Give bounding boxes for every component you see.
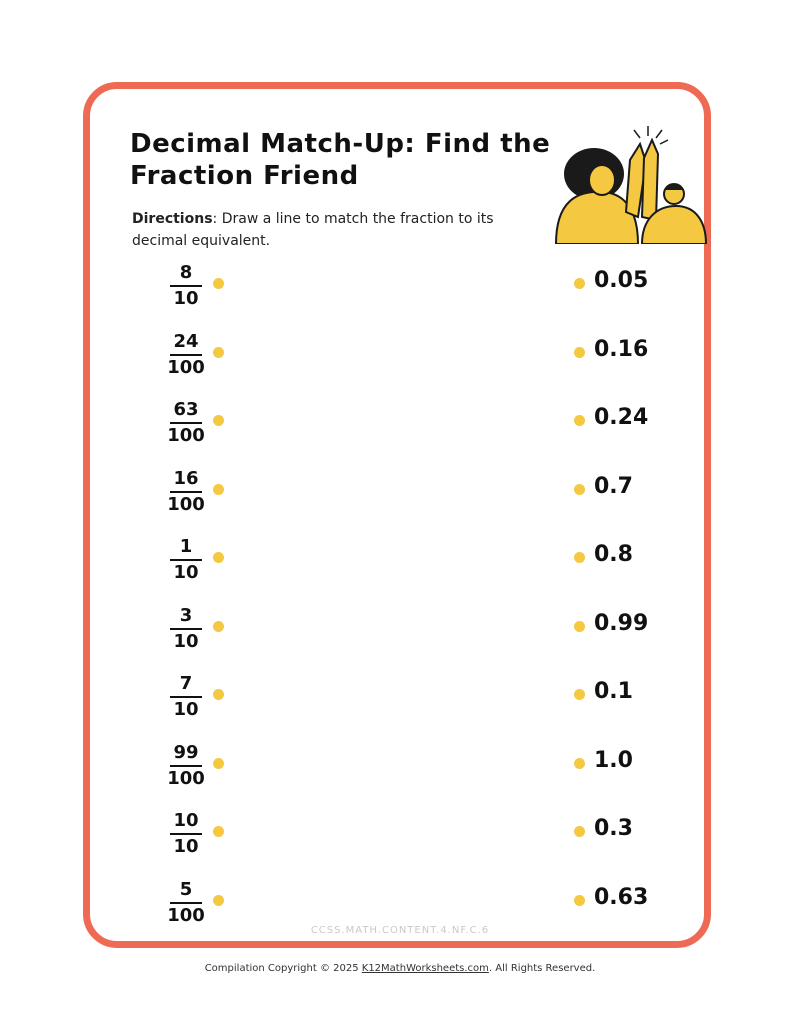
fraction [166,536,206,584]
fraction-denominator: 10 [173,562,199,583]
directions-label: Directions [132,211,213,227]
fraction [166,673,206,721]
fraction-bar [170,902,202,904]
fraction [166,262,206,310]
fraction-denominator: 10 [173,288,199,309]
decimal-value: 0.16 [594,336,649,362]
fraction-denominator: 100 [167,904,205,926]
decimal-match-dot[interactable] [574,552,585,563]
fraction-numerator: 7 [179,673,193,694]
fraction-numerator: 8 [179,262,193,283]
fraction-bar [170,354,202,356]
fraction-match-dot[interactable] [213,347,224,358]
fraction-denominator: 100 [167,767,205,789]
fraction-match-dot[interactable] [213,689,224,700]
fraction-match-dot[interactable] [213,278,224,289]
fraction-bar [170,491,202,493]
fraction-numerator: 99 [173,741,199,763]
fraction-denominator: 10 [173,836,199,857]
footer [0,963,800,974]
decimal-match-dot[interactable] [574,689,585,700]
fraction-match-dot[interactable] [213,826,224,837]
decimal-match-dot[interactable] [574,895,585,906]
fraction-numerator: 3 [179,604,193,626]
fraction-denominator: 100 [167,425,205,446]
decimal-match-dot[interactable] [574,415,585,426]
fraction [166,399,206,447]
fraction-numerator: 24 [173,330,199,352]
decimal-value: 0.99 [594,610,649,636]
fraction [166,742,206,790]
fraction-bar [170,285,202,287]
footer-suffix: . All Rights Reserved. [488,963,596,974]
decimal-value: 0.7 [594,473,633,499]
directions [132,208,532,252]
fraction-match-dot[interactable] [213,484,224,495]
decimal-value: 0.8 [594,542,633,567]
decimal-match-dot[interactable] [574,621,585,632]
fraction-match-dot[interactable] [213,415,224,426]
high-five-illustration [546,122,708,244]
decimal-value: 0.3 [594,816,633,841]
fraction-numerator: 16 [173,467,199,489]
decimal-match-dot[interactable] [574,347,585,358]
fraction [166,879,206,927]
fraction-numerator: 5 [179,878,193,900]
fraction-numerator: 63 [173,399,199,420]
fraction-bar [170,422,202,424]
fraction [166,468,206,516]
page-title: Decimal Match-Up: Find the Fraction Friend [130,129,551,191]
decimal-match-dot[interactable] [574,278,585,289]
fraction-match-dot[interactable] [213,895,224,906]
decimal-value: 0.63 [594,884,649,910]
decimal-match-dot[interactable] [574,758,585,769]
fraction-bar [170,833,202,835]
decimal-value: 0.1 [594,679,633,704]
fraction-bar [170,696,202,698]
fraction [166,605,206,653]
fraction [166,810,206,858]
fraction-match-dot[interactable] [213,552,224,563]
decimal-value: 0.24 [594,405,649,430]
fraction-bar [170,765,202,767]
fraction-numerator: 1 [179,536,193,557]
decimal-value: 1.0 [594,747,633,773]
fraction-denominator: 10 [173,699,199,720]
fraction-bar [170,559,202,561]
fraction [166,331,206,379]
footer-prefix: Compilation Copyright © 2025 [204,963,362,974]
fraction-match-dot[interactable] [213,621,224,632]
decimal-match-dot[interactable] [574,484,585,495]
fraction-denominator: 10 [173,630,199,652]
fraction-bar [170,628,202,630]
fraction-numerator: 10 [173,810,199,831]
fraction-match-dot[interactable] [213,758,224,769]
directions-text: : Draw a line to match the fraction to its decimal equivalent. [132,211,494,249]
fraction-denominator: 100 [167,356,205,378]
decimal-value: 0.05 [594,268,649,293]
footer-link[interactable]: K12MathWorksheets.com [361,963,489,974]
fraction-denominator: 100 [167,493,205,515]
decimal-match-dot[interactable] [574,826,585,837]
standard-code: CCSS.MATH.CONTENT.4.NF.C.6 [310,925,490,936]
